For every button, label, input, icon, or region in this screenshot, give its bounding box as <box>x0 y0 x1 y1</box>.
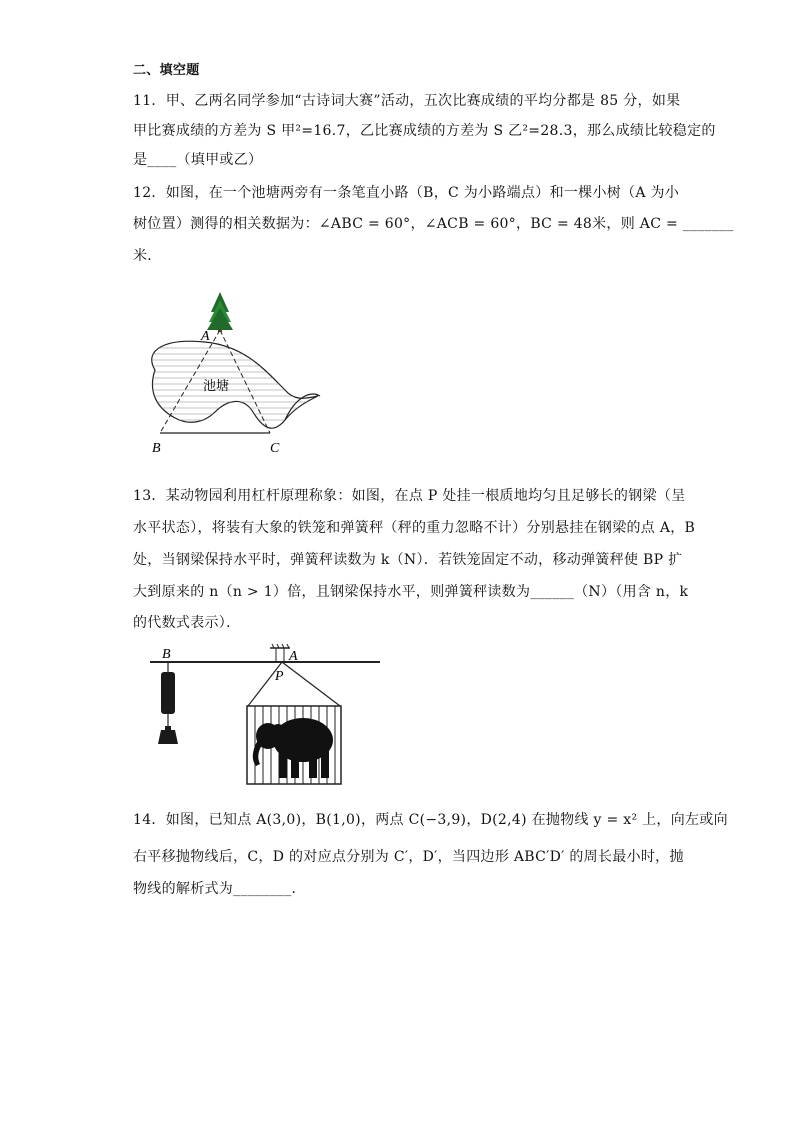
label-c: C <box>270 441 280 456</box>
spring-scale-icon <box>158 662 178 744</box>
q13-line3: 处，当钢梁保持水平时，弹簧秤读数为 k（N）．若铁笼固定不动，移动弹簧秤使 BP 扩 <box>133 552 683 568</box>
section-heading: 二、填空题 <box>133 63 200 78</box>
tree-icon <box>207 292 233 332</box>
lever-figure <box>148 640 383 790</box>
label-a: A <box>289 649 298 664</box>
q13-line2: 水平状态），将装有大象的铁笼和弹簧秤（秤的重力忽略不计）分别悬挂在钢梁的点 A，B <box>133 520 696 536</box>
q13-line1: 13．某动物园利用杠杆原理称象：如图，在点 P 处挂一根质地均匀且足够长的钢梁（呈 <box>133 488 686 504</box>
q11-line2: 甲比赛成绩的方差为 S 甲²=16.7，乙比赛成绩的方差为 S 乙²=28.3，那么成绩比较稳定的 <box>133 123 716 139</box>
q14-line1: 14．如图，已知点 A(3,0)，B(1,0)，两点 C(−3,9)，D(2,4) 在抛物线 y = x² 上，向左或向 <box>133 812 728 828</box>
hanger-icon <box>270 644 290 662</box>
pond-label: 池塘 <box>203 379 230 394</box>
pond-figure <box>135 290 335 460</box>
q14-line2: 右平移抛物线后，C，D 的对应点分别为 C′，D′，当四边形 ABC′D′ 的周长最小时，抛 <box>133 849 684 865</box>
q13-line4: 大到原来的 n（n > 1）倍，且钢梁保持水平，则弹簧秤读数为______（N）（用含 n，k <box>133 584 689 600</box>
label-b: B <box>162 647 171 662</box>
q12-line2: 树位置）测得的相关数据为：∠ABC = 60°，∠ACB = 60°，BC = 48米，则 AC = _______ <box>133 216 734 232</box>
q14-line3: 物线的解析式为________． <box>133 881 306 897</box>
label-b: B <box>152 441 161 456</box>
elephant-icon <box>253 718 333 778</box>
q11-line1: 11．甲、乙两名同学参加“古诗词大赛”活动，五次比赛成绩的平均分都是 85 分，如果 <box>133 93 681 109</box>
label-a: A <box>201 329 210 344</box>
q12-line3: 米． <box>133 248 162 264</box>
q12-line1: 12．如图，在一个池塘两旁有一条笔直小路（B，C 为小路端点）和一棵小树（A 为小 <box>133 185 680 201</box>
label-p: P <box>275 669 284 684</box>
q11-line3: 是____（填甲或乙） <box>133 152 263 168</box>
q13-line5: 的代数式表示）． <box>133 615 241 631</box>
pond-water-lines <box>135 348 335 420</box>
